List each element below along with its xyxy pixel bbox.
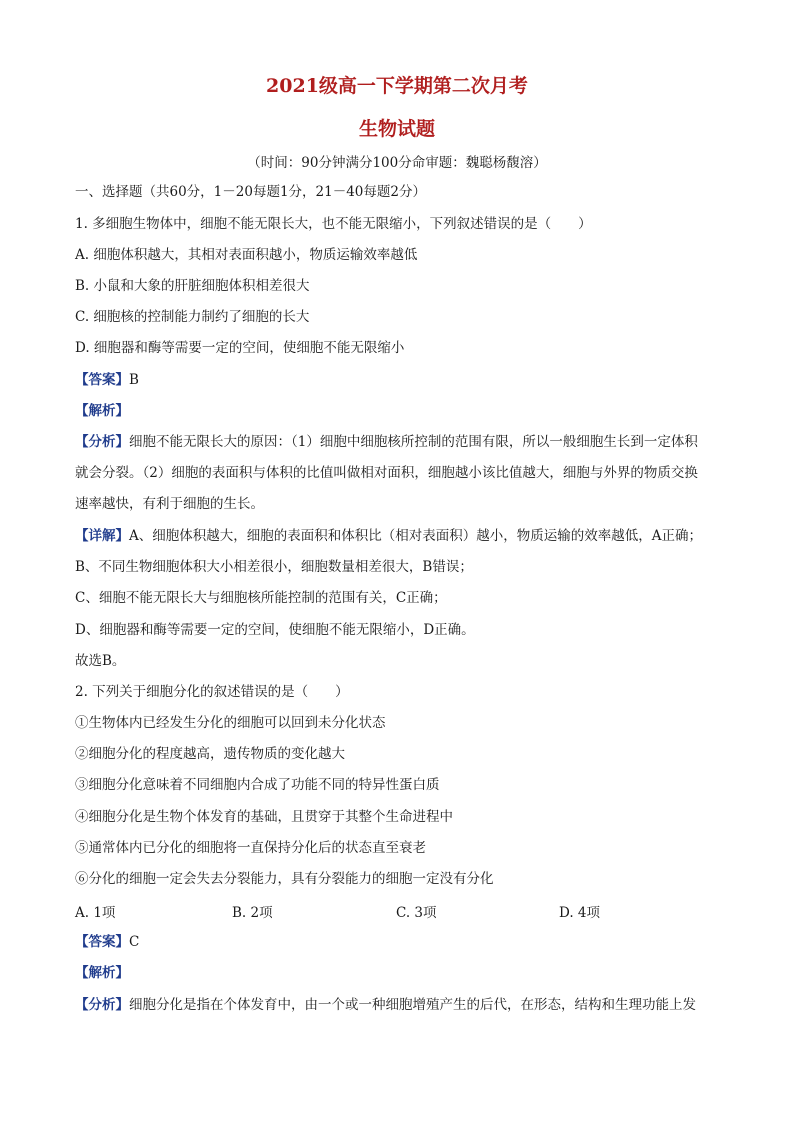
q1-analysis-tag xyxy=(75,402,129,420)
q2-option-b: B. 2项 xyxy=(232,905,273,921)
q1-answer xyxy=(75,371,139,389)
q1-xiangjie-line-2: B、不同生物细胞体积大小相差很小，细胞数量相差很大，B错误； xyxy=(75,559,473,575)
q2-analysis-tag xyxy=(75,964,129,982)
q1-option-b: B. 小鼠和大象的肝脏细胞体积相差很大 xyxy=(75,278,310,294)
exam-subject: 生物试题 xyxy=(358,118,435,140)
fenxi-tag: 【分析】 xyxy=(75,997,129,1013)
q2-option-a: A. 1项 xyxy=(75,905,116,921)
q2-item-3: ③细胞分化意味着不同细胞内合成了功能不同的特异性蛋白质 xyxy=(75,777,440,793)
q1-fenxi-line-3: 速率越快，有利于细胞的生长。 xyxy=(75,496,264,512)
xiangjie-text: A、细胞体积越大，细胞的表面积和体积比（相对表面积）越小，物质运输的效率越低，A正确； xyxy=(129,528,702,544)
q2-answer xyxy=(75,933,139,951)
q1-option-a: A. 细胞体积越大，其相对表面积越小，物质运输效率越低 xyxy=(75,247,418,263)
answer-tag: 【答案】 xyxy=(75,372,129,388)
fenxi-text: 细胞分化是指在个体发育中，由一个或一种细胞增殖产生的后代，在形态，结构和生理功能上发 xyxy=(129,997,696,1013)
q1-fenxi-line-2: 就会分裂。（2）细胞的表面积与体积的比值叫做相对面积，细胞越小该比值越大，细胞与外界的物质交换 xyxy=(75,465,698,481)
q1-option-d: D. 细胞器和酶等需要一定的空间，使细胞不能无限缩小 xyxy=(75,340,405,356)
answer-value: B xyxy=(129,372,139,388)
q1-xiangjie-line-4: D、细胞器和酶等需要一定的空间，使细胞不能无限缩小，D正确。 xyxy=(75,622,475,638)
q2-item-1: ①生物体内已经发生分化的细胞可以回到未分化状态 xyxy=(75,715,386,731)
q2-item-4: ④细胞分化是生物个体发育的基础，且贯穿于其整个生命进程中 xyxy=(75,809,453,825)
q2-item-5: ⑤通常体内已分化的细胞将一直保持分化后的状态直至衰老 xyxy=(75,840,426,856)
q1-stem: 1. 多细胞生物体中，细胞不能无限长大，也不能无限缩小，下列叙述错误的是（ ） xyxy=(75,216,592,232)
q2-option-c: C. 3项 xyxy=(396,905,437,921)
q2-fenxi-line-1 xyxy=(75,996,696,1014)
fenxi-text: 细胞不能无限长大的原因：（1）细胞中细胞核所控制的范围有限，所以一般细胞生长到一定体积 xyxy=(129,434,698,450)
answer-tag: 【答案】 xyxy=(75,934,129,950)
q2-item-6: ⑥分化的细胞一定会失去分裂能力，具有分裂能力的细胞一定没有分化 xyxy=(75,871,494,887)
q2-options xyxy=(75,901,735,919)
q1-fenxi-line-1 xyxy=(75,433,698,451)
q2-item-2: ②细胞分化的程度越高，遗传物质的变化越大 xyxy=(75,746,345,762)
analysis-tag: 【解析】 xyxy=(75,403,129,419)
q2-option-d: D. 4项 xyxy=(559,905,601,921)
q1-conclusion: 故选B。 xyxy=(75,653,126,669)
answer-value: C xyxy=(129,934,140,950)
exam-title: 2021级高一下学期第二次月考 xyxy=(266,75,528,97)
q1-xiangjie-line-3: C、细胞不能无限长大与细胞核所能控制的范围有关，C正确； xyxy=(75,590,447,606)
q2-stem: 2. 下列关于细胞分化的叙述错误的是（ ） xyxy=(75,684,349,700)
section-heading: 一、选择题（共60分，1－20每题1分，21－40每题2分） xyxy=(75,184,426,200)
exam-info: （时间：90分钟满分100分命审题：魏聪杨馥溶） xyxy=(247,155,547,171)
q1-option-c: C. 细胞核的控制能力制约了细胞的长大 xyxy=(75,309,310,325)
analysis-tag: 【解析】 xyxy=(75,965,129,981)
xiangjie-tag: 【详解】 xyxy=(75,528,129,544)
q1-xiangjie-line-1 xyxy=(75,527,702,545)
fenxi-tag: 【分析】 xyxy=(75,434,129,450)
